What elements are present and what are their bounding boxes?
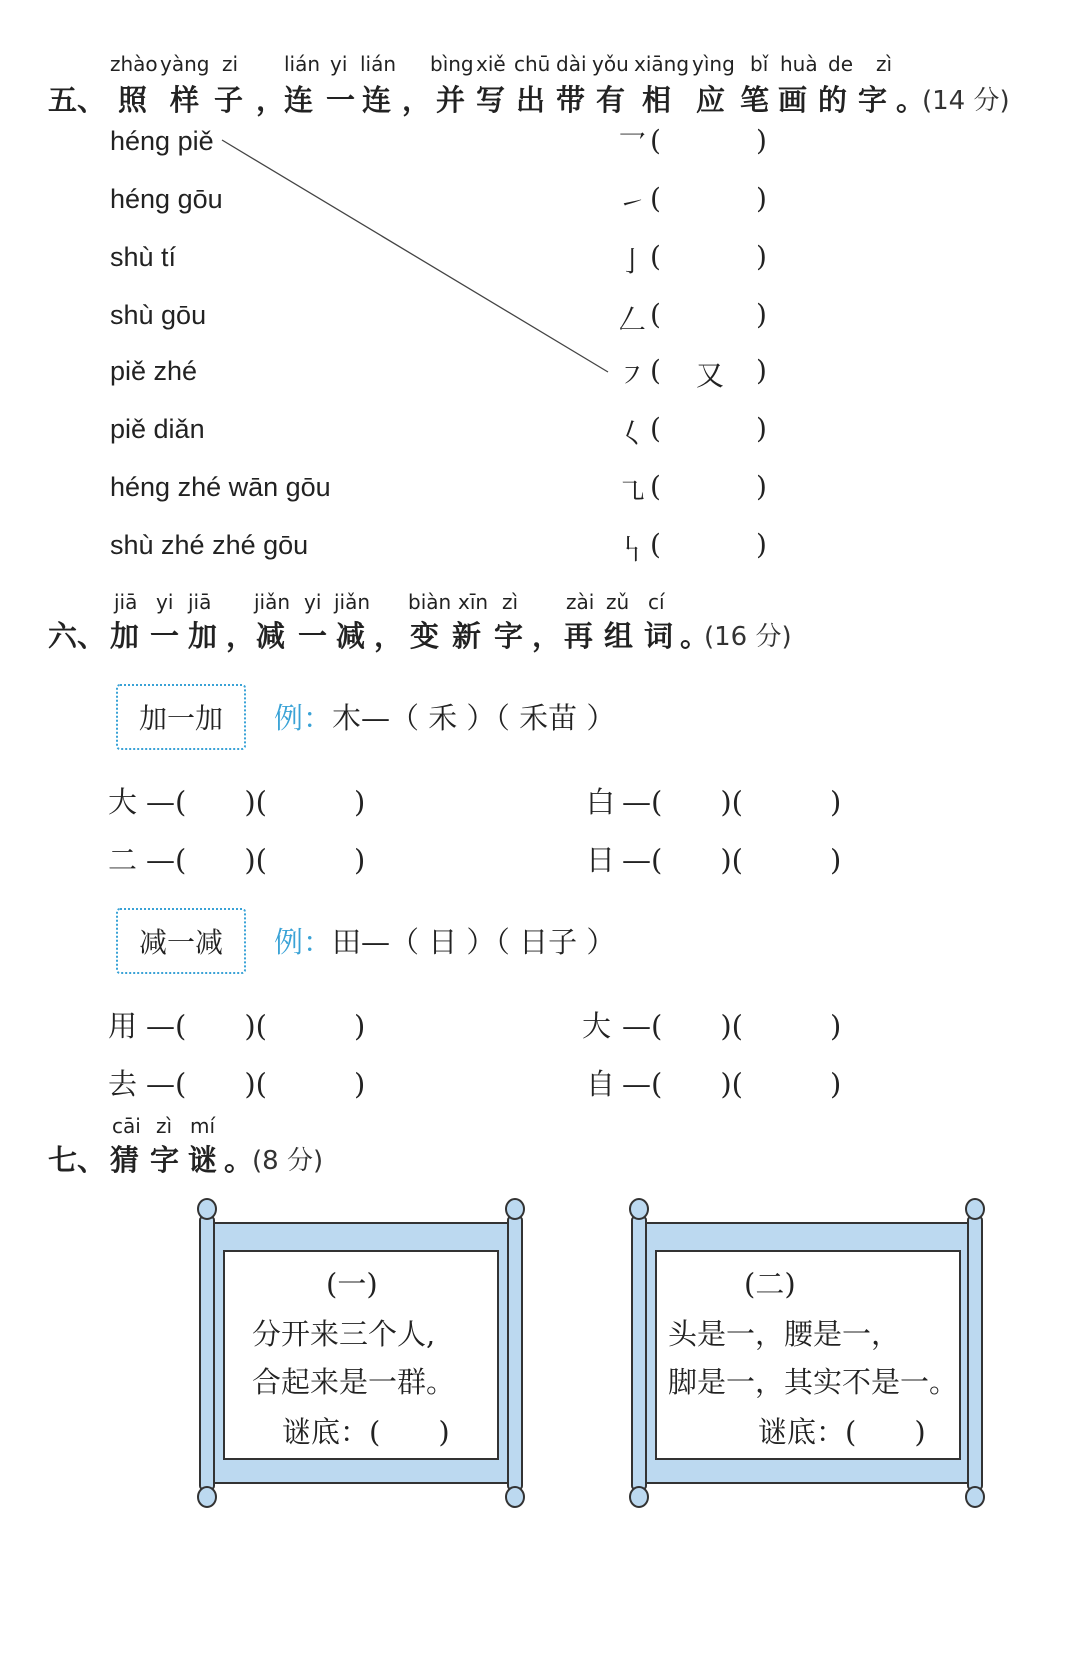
heading-char: 。 [224,1143,254,1177]
pinyin: biàn [408,590,452,614]
heading-char: 应 [696,83,726,117]
stroke-glyph: ㇇ [618,359,647,392]
heading-char: 连 [284,83,314,117]
pinyin: zài [566,590,595,614]
riddle-line: 头是一，腰是一， [668,1317,901,1351]
riddle-line: 脚是一，其实不是一。 [668,1365,959,1399]
stroke-glyph: ㇀ [618,187,647,220]
heading-char: ， [402,83,432,117]
list-item: shù tí [110,242,177,272]
stroke-glyph: 𠃑 [618,533,647,566]
heading-char: 子 [214,83,244,117]
heading-char: ， [226,619,256,653]
pinyin: xiāng [634,52,690,76]
pinyin: mí [190,1114,216,1138]
heading-char: 连 [362,83,392,117]
heading-char: 减 [256,619,286,653]
score: (16 分) [704,622,792,652]
stroke-glyph: 亅 [618,245,647,278]
pinyin: huà [780,52,818,76]
exercise-char: 大 [582,1009,612,1043]
riddle-answer-blank[interactable]: 谜底：( ) [282,1415,450,1449]
stroke-glyph: 乛 [618,129,647,162]
exercise-char: 白 [586,785,616,819]
riddle-line: 分开来三个人, [252,1317,436,1351]
heading-char: 画 [778,83,808,117]
paren-close: ) [756,528,767,561]
paren-open: ( [650,470,661,503]
pinyin: lián [284,52,321,76]
heading-char: 的 [818,83,848,117]
paren-close: ) [756,124,767,157]
exercise-blanks[interactable]: —( )( ) [622,1009,842,1043]
pinyin: yi [156,590,174,614]
pinyin: yi [304,590,322,614]
exercise-blanks[interactable]: —( )( ) [146,1009,366,1043]
pinyin: zì [876,52,893,76]
list-item: héng zhé wān gōu [110,472,331,502]
list-item: shù gōu [110,300,207,330]
heading-char: 字 [494,619,524,653]
paren-close: ) [756,240,767,273]
paren-open: ( [650,240,661,273]
section-number: 六、 [48,619,107,653]
heading-char: 新 [452,619,482,653]
exercise-char: 二 [108,843,138,877]
pinyin: zhào [110,52,158,76]
heading-char: 样 [170,83,200,117]
example-text: 田—（ 日 ）（ 日子 ） [332,925,616,959]
pinyin: zì [502,590,519,614]
exercise-char: 去 [108,1067,138,1101]
riddle-title: (一) [326,1267,378,1301]
list-item: héng piě [110,126,214,156]
pinyin: zì [156,1114,173,1138]
example-label: 例： [274,925,333,959]
heading-char: 加 [188,619,218,653]
example-text: 木—（ 禾 ）（ 禾苗 ） [332,701,616,735]
pinyin: zi [222,52,239,76]
pinyin: jiǎn [254,590,291,614]
pinyin: bǐ [750,52,769,76]
paren-open: ( [650,298,661,331]
exercise-blanks[interactable]: —( )( ) [622,785,842,819]
heading-char: ， [256,83,286,117]
heading-char: 并 [436,83,466,117]
exercise-blanks[interactable]: —( )( ) [146,1067,366,1101]
heading-char: 。 [680,619,710,653]
riddle-scroll-1 [198,1199,524,1507]
paren-close: ) [756,470,767,503]
paren-open: ( [650,528,661,561]
paren-open: ( [650,124,661,157]
heading-char: 谜 [188,1143,218,1177]
paren-close: ) [756,354,767,387]
pinyin: chū [514,52,551,76]
heading-char: 减 [336,619,366,653]
paren-close: ) [756,182,767,215]
heading-char: 一 [298,619,328,653]
heading-char: 组 [604,619,634,653]
list-item: piě zhé [110,356,198,386]
heading-char: 照 [118,83,148,117]
answer-filled[interactable]: 又 [696,359,725,392]
pinyin: zǔ [606,590,630,614]
score: (8 分) [252,1146,324,1176]
heading-char: 一 [326,83,356,117]
heading-char: 出 [516,83,546,117]
stroke-glyph: ㇈ [618,475,647,508]
exercise-char: 日 [586,843,616,877]
list-item: piě diǎn [110,414,205,444]
riddle-answer-blank[interactable]: 谜底：( ) [758,1415,926,1449]
exercise-char: 用 [108,1009,138,1043]
pinyin: xīn [458,590,489,614]
sub-tag-label: 减一减 [116,908,246,974]
pinyin: jiā [188,590,212,614]
exercise-char: 自 [586,1067,616,1101]
heading-char: 变 [410,619,440,653]
heading-char: 。 [896,83,926,117]
heading-char: 笔 [740,83,770,117]
heading-char: 一 [150,619,180,653]
paren-open: ( [650,412,661,445]
pinyin: yìng [692,52,735,76]
heading-char: 加 [110,619,140,653]
pinyin: yǒu [592,52,629,76]
paren-close: ) [756,412,767,445]
pinyin: jiā [114,590,138,614]
heading-char: 字 [858,83,888,117]
exercise-blanks[interactable]: —( )( ) [146,843,366,877]
score: (14 分) [922,86,1010,116]
example-label: 例： [274,701,333,735]
paren-close: ) [756,298,767,331]
exercise-blanks[interactable]: —( )( ) [622,843,842,877]
paren-open: ( [650,182,661,215]
section-number: 七、 [48,1143,107,1177]
heading-char: 再 [564,619,594,653]
exercise-char: 大 [108,785,138,819]
pinyin: xiě [476,52,506,76]
list-item: héng gōu [110,184,223,214]
riddle-title: (二) [744,1267,796,1301]
paren-open: ( [650,354,661,387]
pinyin: bìng [430,52,474,76]
pinyin: de [828,52,853,76]
example-connector-line [0,0,1080,600]
heading-char: ， [532,619,562,653]
heading-char: 写 [476,83,506,117]
section-number: 五、 [48,83,107,117]
pinyin: yi [330,52,348,76]
pinyin: yàng [160,52,210,76]
pinyin: cí [648,590,665,614]
exercise-blanks[interactable]: —( )( ) [622,1067,842,1101]
heading-char: 词 [644,619,674,653]
riddle-scroll-2 [630,1199,984,1507]
pinyin: lián [360,52,397,76]
pinyin: cāi [112,1114,141,1138]
heading-char: 有 [596,83,626,117]
list-item: shù zhé zhé gōu [110,530,309,560]
heading-char: 字 [150,1143,180,1177]
heading-char: 猜 [110,1143,140,1177]
stroke-glyph: 𡿨 [618,417,647,450]
riddle-line: 合起来是一群。 [252,1365,456,1399]
pinyin: jiǎn [334,590,371,614]
heading-char: ， [374,619,404,653]
add-tag-label: 加一加 [116,684,246,750]
exercise-blanks[interactable]: —( )( ) [146,785,366,819]
stroke-glyph: 𠃋 [618,303,647,336]
heading-char: 带 [556,83,586,117]
heading-char: 相 [642,83,672,117]
pinyin: dài [556,52,587,76]
